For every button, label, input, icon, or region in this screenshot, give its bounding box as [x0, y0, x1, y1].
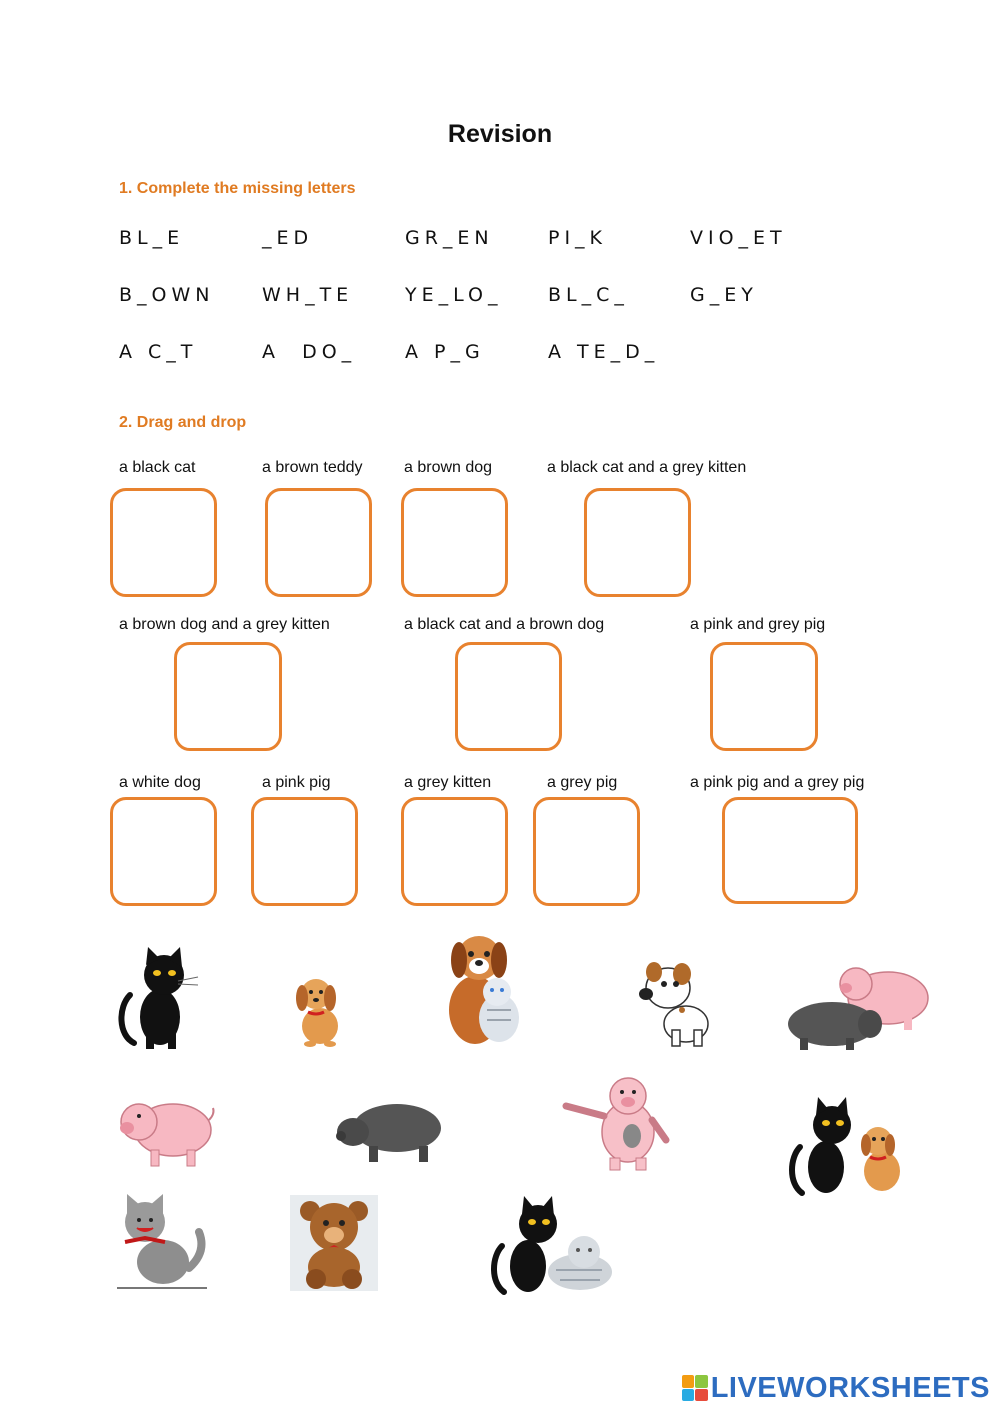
missing-letters-word: A DO_: [262, 341, 357, 363]
section-2-heading: 2. Drag and drop: [119, 414, 247, 431]
drop-label: a black cat and a grey kitten: [547, 459, 747, 476]
drop-label: a grey kitten: [404, 774, 492, 791]
drop-label: a brown dog: [404, 459, 493, 476]
pink-and-grey-pig-icon[interactable]: [558, 1070, 676, 1172]
brand-text: LIVEWORKSHEETS: [710, 1371, 990, 1404]
missing-letters-word: WH_TE: [262, 284, 354, 306]
page-title: Revision: [447, 120, 553, 148]
drop-box-pink-pig-and-grey-pig[interactable]: [722, 797, 858, 904]
drop-box-grey-kitten[interactable]: [401, 797, 508, 906]
grey-pig-icon[interactable]: [335, 1098, 445, 1166]
drop-box-pink-pig[interactable]: [251, 797, 358, 906]
missing-letters-word: B_OWN: [119, 284, 215, 306]
pink-pig-and-grey-pig-icon[interactable]: [780, 958, 940, 1054]
drop-box-brown-teddy[interactable]: [265, 488, 372, 597]
drop-box-white-dog[interactable]: [110, 797, 217, 906]
brown-teddy-icon[interactable]: [290, 1195, 378, 1291]
drop-box-black-cat-and-brown-dog[interactable]: [455, 642, 562, 751]
missing-letters-word: PI_K: [548, 227, 608, 249]
missing-letters-word: BL_C_: [548, 284, 629, 306]
drop-label: a black cat and a brown dog: [404, 616, 605, 633]
drop-label: a grey pig: [547, 774, 618, 791]
drop-label: a pink and grey pig: [690, 616, 826, 633]
grey-kitten-icon[interactable]: [115, 1192, 210, 1292]
drop-label: a black cat: [119, 459, 196, 476]
white-dog-icon[interactable]: [632, 958, 716, 1048]
drop-label: a brown dog and a grey kitten: [119, 616, 330, 633]
drop-label: a white dog: [119, 774, 201, 791]
drop-box-brown-dog-and-grey-kitten[interactable]: [174, 642, 282, 751]
drop-box-pink-and-grey-pig[interactable]: [710, 642, 818, 751]
pink-pig-icon[interactable]: [115, 1090, 217, 1170]
missing-letters-word: VIO_ET: [690, 227, 787, 249]
drop-box-black-cat[interactable]: [110, 488, 217, 597]
liveworksheets-logo: [682, 1371, 990, 1405]
drop-box-black-cat-and-grey-kitten[interactable]: [584, 488, 691, 597]
missing-letters-word: _ED: [262, 227, 314, 249]
brown-puppy-icon[interactable]: [288, 968, 350, 1048]
black-cat-and-grey-kitten-icon[interactable]: [490, 1196, 618, 1296]
missing-letters-word: G_EY: [690, 284, 758, 306]
missing-letters-word: A TE_D_: [548, 341, 660, 363]
missing-letters-word: GR_EN: [405, 227, 494, 249]
drop-label: a pink pig and a grey pig: [690, 774, 865, 791]
liveworksheets-logo-icon: [682, 1375, 708, 1401]
brown-dog-and-grey-kitten-icon[interactable]: [437, 930, 527, 1050]
drop-label: a brown teddy: [262, 459, 363, 476]
missing-letters-word: A P_G: [405, 341, 485, 363]
drop-box-brown-dog[interactable]: [401, 488, 508, 597]
black-cat-icon[interactable]: [116, 945, 208, 1050]
drop-box-grey-pig[interactable]: [533, 797, 640, 906]
missing-letters-word: YE_LO_: [405, 284, 503, 306]
section-1-heading: 1. Complete the missing letters: [119, 180, 356, 197]
missing-letters-word: BL_E: [119, 227, 185, 249]
missing-letters-word: A C_T: [119, 341, 198, 363]
drop-label: a pink pig: [262, 774, 331, 791]
black-cat-and-brown-dog-icon[interactable]: [788, 1095, 908, 1199]
